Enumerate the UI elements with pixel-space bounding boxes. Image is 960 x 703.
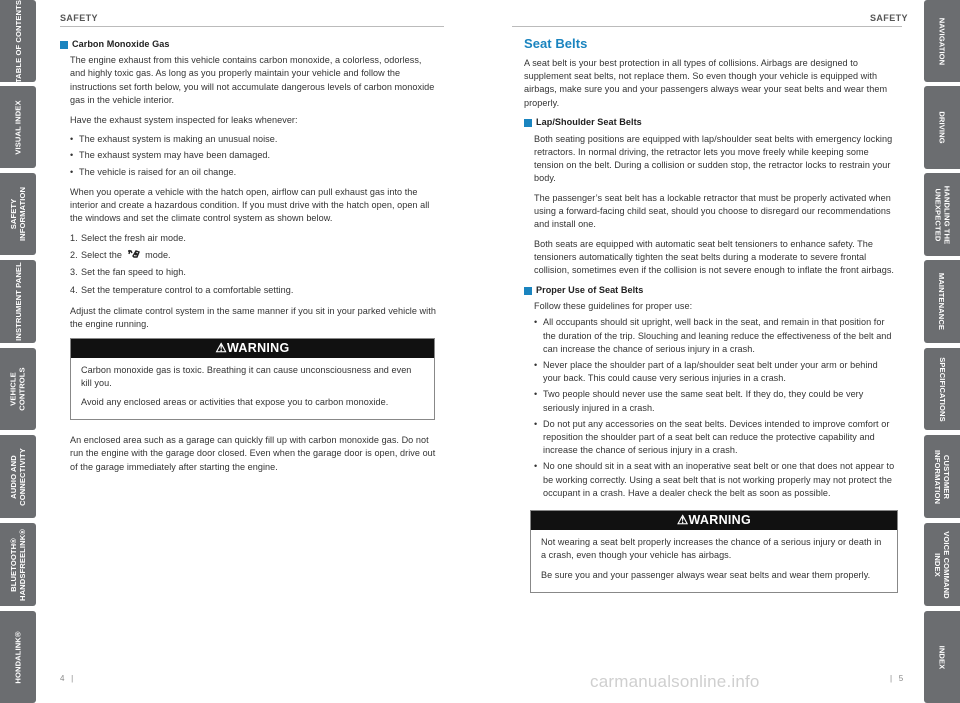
tab-voice-command-index[interactable]: VOICE COMMAND INDEX	[924, 523, 960, 606]
section-marker-icon	[524, 119, 532, 127]
left-page-content	[60, 38, 438, 480]
right-page-header: SAFETY	[870, 13, 908, 23]
co-heading: Carbon Monoxide Gas	[60, 38, 438, 51]
warning-text: Not wearing a seat belt properly increases the chance of a serious injury or death in a crash, even though your vehicle has airbags.	[541, 537, 882, 561]
page-title: Seat Belts	[524, 36, 588, 51]
step-item: 1. Select the fresh air mode.	[70, 232, 186, 243]
step-item: 4. Set the temperature control to a comfortable setting.	[70, 284, 294, 295]
seat-belt-warning-box	[530, 510, 898, 593]
section-marker-icon	[524, 287, 532, 295]
co-intro: The engine exhaust from this vehicle contains carbon monoxide, a colorless, odorless, and highly toxic gas. As long as you properly maintain your vehicle and follow the instructions set forth below, you will not accumulate dangerous levels of carbon monoxide gas in the vehicle interior.	[70, 55, 435, 105]
lap-paragraph: Both seats are equipped with automatic seat belt tensioners to enhance safety. The tensioners automatically tighten the seat belts during a moderate to severe frontal collision, sometimes even if the collision is not severe enough to inflate the front airbags.	[534, 238, 895, 276]
tab-safety-information[interactable]: SAFETY INFORMATION	[0, 173, 36, 255]
tab-handling-the-unexpected[interactable]: HANDLING THE UNEXPECTED	[924, 173, 960, 256]
tab-driving[interactable]: DRIVING	[924, 86, 960, 169]
list-item: • Two people should never use the same seat belt. If they do, they could be very seriously injured in a crash.	[534, 388, 898, 414]
list-item: • Never place the shoulder part of a lap/shoulder seat belt under your arm or behind your back. This could cause very serious injuries in a crash.	[534, 359, 898, 385]
warning-triangle-icon: ⚠	[215, 340, 227, 355]
garage-text: An enclosed area such as a garage can quickly fill up with carbon monoxide gas. Do not run the engine with the garage door closed. Even when the garage door is open, drive out of the garage immediately after starting the engine.	[70, 435, 436, 472]
left-header-rule	[60, 26, 444, 27]
warning-header: ⚠WARNING	[531, 511, 897, 530]
tab-maintenance[interactable]: MAINTENANCE	[924, 260, 960, 343]
hatch-text: When you operate a vehicle with the hatch open, airflow can pull exhaust gas into the interior and create a hazardous condition. If you must drive with the hatch open, open all the windows and set the climate control system as shown below.	[70, 186, 430, 224]
proper-heading: Proper Use of Seat Belts	[524, 284, 898, 297]
list-item: • The exhaust system is making an unusual noise.	[70, 133, 438, 146]
tab-hondalink[interactable]: HONDALINK®	[0, 611, 36, 703]
warning-text: Be sure you and your passenger always wear seat belts and wear them properly.	[541, 569, 871, 580]
list-item: • Do not put any accessories on the seat belts. Devices intended to improve comfort or reposition the shoulder part of a seat belt can reduce the protective capability and increase the chance of serious injury in a crash.	[534, 418, 898, 458]
step-item: 3. Set the fan speed to high.	[70, 267, 186, 278]
tab-instrument-panel[interactable]: INSTRUMENT PANEL	[0, 260, 36, 343]
tab-customer-information[interactable]: CUSTOMER INFORMATION	[924, 435, 960, 518]
lap-paragraph: The passenger’s seat belt has a lockable retractor that must be properly activated when using a forward-facing child seat, should you choose to disregard our recommendations and install one.	[534, 192, 891, 230]
section-marker-icon	[60, 41, 68, 49]
right-page-number: | 5	[890, 674, 904, 683]
lap-paragraph: Both seating positions are equipped with lap/shoulder seat belts with emergency locking retractors. In normal driving, the retractor lets you move freely while keeping some tension on the belt. During a collision or sudden stop, the retractor locks to restrain your body.	[534, 133, 893, 184]
right-page-content	[524, 36, 898, 607]
fan-mode-icon	[127, 249, 141, 259]
tab-table-of-contents[interactable]: TABLE OF CONTENTS	[0, 0, 36, 82]
right-header-rule	[512, 26, 902, 27]
warning-header: ⚠WARNING	[71, 339, 434, 358]
inspect-intro: Have the exhaust system inspected for leaks whenever:	[70, 114, 298, 125]
adjust-text: Adjust the climate control system in the same manner if you sit in your parked vehicle with the engine running.	[70, 305, 436, 329]
tab-visual-index[interactable]: VISUAL INDEX	[0, 86, 36, 168]
warning-triangle-icon: ⚠	[676, 513, 689, 528]
tab-navigation[interactable]: NAVIGATION	[924, 0, 960, 82]
right-chapter-tabs	[924, 0, 960, 703]
list-item: • No one should sit in a seat with an inoperative seat belt or one that does not appear to be working correctly. Using a seat belt that is not working properly may not protect the occupant in a crash. Have a dealer check the belt as soon as possible.	[534, 460, 898, 500]
watermark: carmanualsonline.info	[590, 672, 760, 691]
left-page-header: SAFETY	[60, 13, 98, 23]
left-chapter-tabs	[0, 0, 36, 703]
co-warning-box	[70, 338, 435, 421]
tab-specifications[interactable]: SPECIFICATIONS	[924, 348, 960, 430]
seat-belt-intro: A seat belt is your best protection in all types of collisions. Airbags are designed to supplement seat belts, not replace them. So even though your vehicle is equipped with airbags, make sure you and your passengers always wear your seat belts and wear them properly.	[524, 58, 888, 108]
proper-intro: Follow these guidelines for proper use:	[534, 301, 693, 312]
lap-heading: Lap/Shoulder Seat Belts	[524, 116, 898, 129]
tab-bluetooth-handsfreelink[interactable]: BLUETOOTH® HANDSFREELINK®	[0, 523, 36, 606]
list-item: • The vehicle is raised for an oil change.	[70, 166, 438, 179]
list-item: • All occupants should sit upright, well back in the seat, and remain in that position for the duration of the trip. Slouching and leaning reduce the effectiveness of the belt and can increase the chance of serious injury in a crash.	[534, 316, 898, 356]
tab-vehicle-controls[interactable]: VEHICLE CONTROLS	[0, 348, 36, 430]
tab-audio-connectivity[interactable]: AUDIO AND CONNECTIVITY	[0, 435, 36, 518]
list-item: • The exhaust system may have been damaged.	[70, 149, 438, 162]
left-page-number: 4 |	[60, 674, 74, 683]
tab-index[interactable]: INDEX	[924, 611, 960, 703]
warning-text: Carbon monoxide gas is toxic. Breathing it can cause unconsciousness and even kill you.	[81, 364, 412, 388]
step-item: 2. Select the mode.	[70, 250, 171, 261]
warning-text: Avoid any enclosed areas or activities that expose you to carbon monoxide.	[81, 397, 389, 408]
